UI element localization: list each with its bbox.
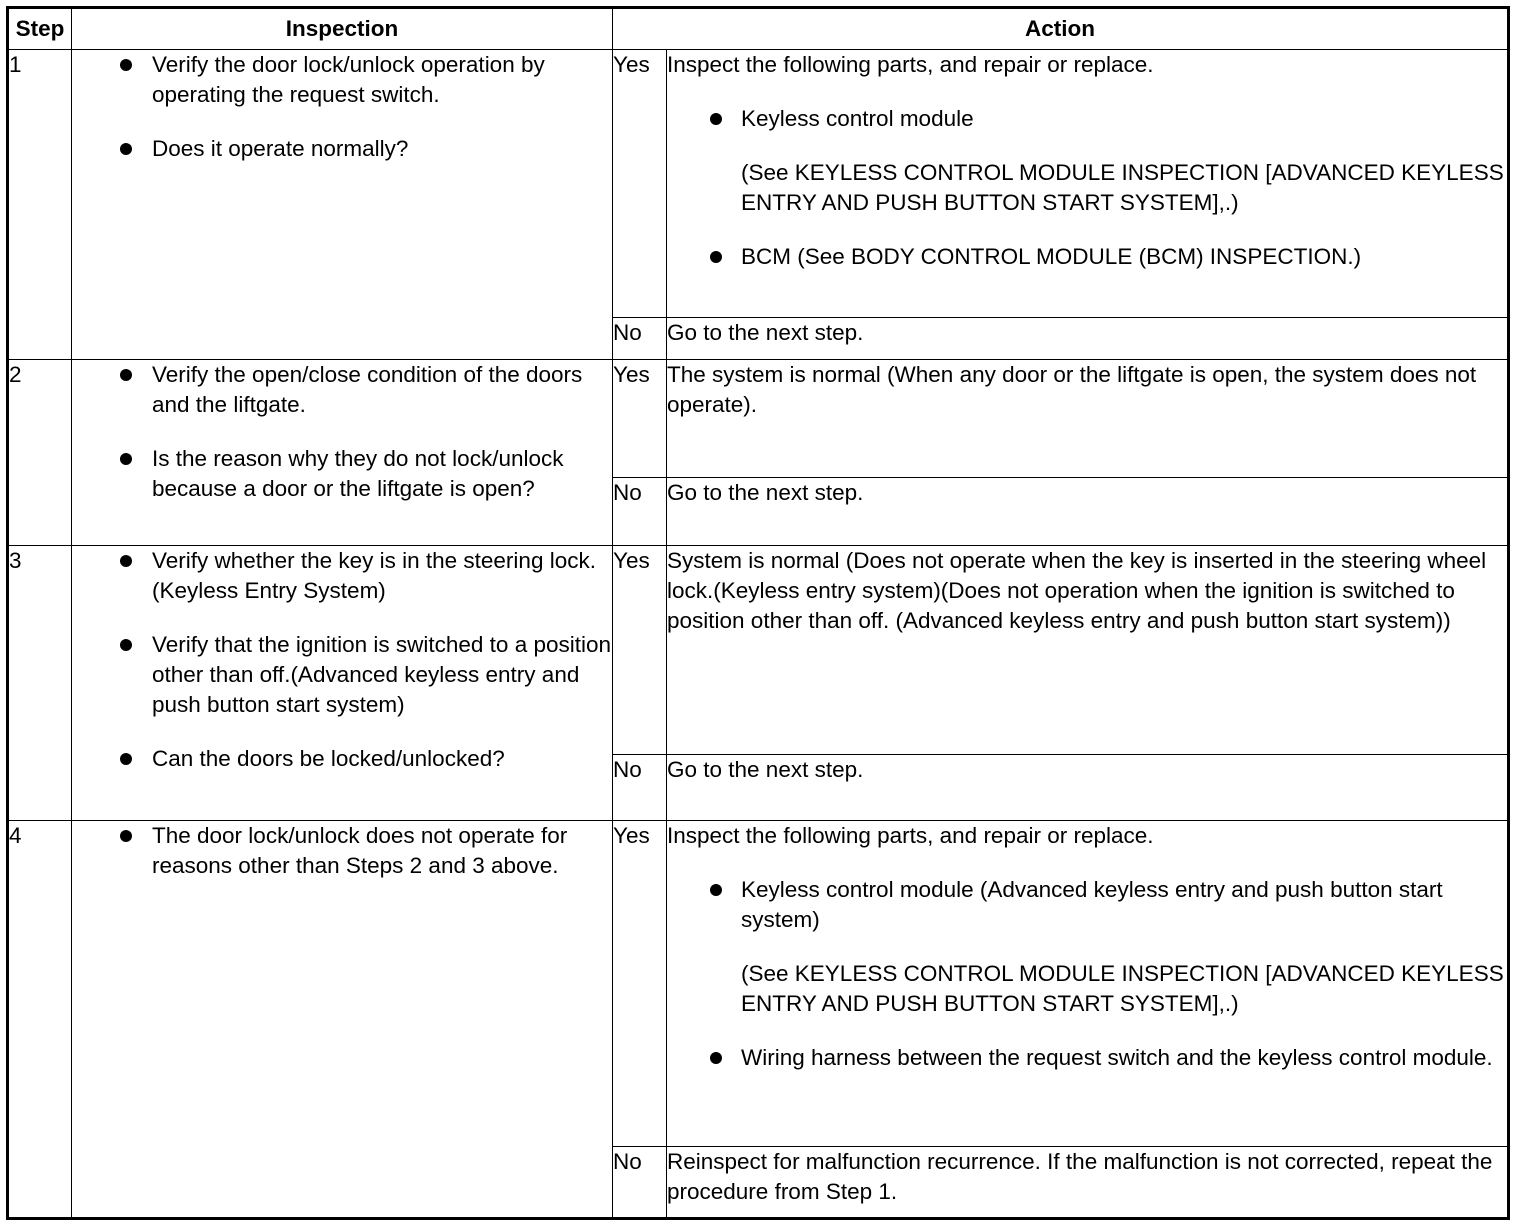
action-cell: Go to the next step.	[667, 318, 1509, 360]
bullet-icon	[120, 59, 132, 71]
bullet-icon	[710, 113, 722, 125]
step-number: 3	[8, 546, 72, 820]
step-1-yes-row	[8, 50, 1509, 318]
reference-note: (See KEYLESS CONTROL MODULE INSPECTION [ADVANCED KEYLESS ENTRY AND PUSH BUTTON START SYSTEM],.)	[741, 160, 1504, 216]
yes-label: Yes	[613, 820, 667, 1146]
inspection-item: Verify whether the key is in the steering lock. (Keyless Entry System)	[72, 546, 612, 606]
bullet-icon	[710, 884, 722, 896]
inspection-cell	[72, 50, 613, 360]
inspection-list	[72, 546, 612, 774]
action-intro: Inspect the following parts, and repair or replace.	[667, 52, 1154, 78]
bullet-icon	[120, 830, 132, 842]
bullet-icon	[120, 369, 132, 381]
bullet-icon	[120, 453, 132, 465]
reference-note: (See KEYLESS CONTROL MODULE INSPECTION [ADVANCED KEYLESS ENTRY AND PUSH BUTTON START SYSTEM],.)	[741, 960, 1504, 1016]
step-number: 1	[8, 50, 72, 360]
action-cell: The system is normal (When any door or the liftgate is open, the system does not operate).	[667, 360, 1509, 478]
action-item: Wiring harness between the request switch and the keyless control module.	[667, 1043, 1507, 1073]
step-number: 4	[8, 820, 72, 1218]
header-inspection: Inspection	[72, 8, 613, 50]
step-3-yes-row	[8, 546, 1509, 754]
action-cell	[667, 820, 1509, 1146]
action-cell: Go to the next step.	[667, 754, 1509, 820]
inspection-list	[72, 360, 612, 504]
inspection-item: Verify that the ignition is switched to a position other than off.(Advanced keyless entry and push button start system)	[72, 630, 612, 720]
action-cell: Reinspect for malfunction recurrence. If the malfunction is not corrected, repeat the procedure from Step 1.	[667, 1146, 1509, 1218]
action-intro: Inspect the following parts, and repair or replace.	[667, 822, 1154, 848]
inspection-item: Verify the open/close condition of the doors and the liftgate.	[72, 360, 612, 420]
action-cell: System is normal (Does not operate when the key is inserted in the steering wheel lock.(Keyless entry system)(Does not operation when the ignition is switched to position other than off. (Advanced keyless entry and push button start system))	[667, 546, 1509, 754]
header-row	[8, 8, 1509, 50]
no-label: No	[613, 478, 667, 546]
yes-label: Yes	[613, 546, 667, 754]
bullet-icon	[710, 251, 722, 263]
inspection-list	[72, 821, 612, 881]
inspection-item: Verify the door lock/unlock operation by operating the request switch.	[72, 50, 612, 110]
inspection-cell	[72, 546, 613, 820]
bullet-icon	[120, 639, 132, 651]
action-cell: Go to the next step.	[667, 478, 1509, 546]
bullet-icon	[120, 143, 132, 155]
inspection-item: Is the reason why they do not lock/unlock because a door or the liftgate is open?	[72, 444, 612, 504]
step-number: 2	[8, 360, 72, 546]
bullet-icon	[710, 1052, 722, 1064]
inspection-item: Can the doors be locked/unlocked?	[72, 744, 612, 774]
action-item: Keyless control module (See KEYLESS CONTROL MODULE INSPECTION [ADVANCED KEYLESS ENTRY AND PUSH BUTTON START SYSTEM],.)	[667, 104, 1507, 218]
inspection-cell	[72, 360, 613, 546]
yes-label: Yes	[613, 360, 667, 478]
yes-label: Yes	[613, 50, 667, 318]
inspection-item: The door lock/unlock does not operate for reasons other than Steps 2 and 3 above.	[72, 821, 612, 881]
action-item: Keyless control module (Advanced keyless entry and push button start system) (See KEYLESS CONTROL MODULE INSPECTION [ADVANCED KEYLESS ENTRY AND PUSH BUTTON START SYSTEM],.)	[667, 875, 1507, 1019]
no-label: No	[613, 318, 667, 360]
header-action: Action	[613, 8, 1509, 50]
header-step: Step	[8, 8, 72, 50]
inspection-item: Does it operate normally?	[72, 134, 612, 164]
no-label: No	[613, 754, 667, 820]
action-item: BCM (See BODY CONTROL MODULE (BCM) INSPECTION.)	[667, 242, 1507, 272]
no-label: No	[613, 1146, 667, 1218]
action-list	[667, 104, 1507, 272]
action-list	[667, 875, 1507, 1073]
bullet-icon	[120, 753, 132, 765]
step-2-yes-row	[8, 360, 1509, 478]
inspection-list	[72, 50, 612, 164]
bullet-icon	[120, 555, 132, 567]
action-cell	[667, 50, 1509, 318]
troubleshooting-table	[6, 6, 1510, 1220]
step-4-yes-row	[8, 820, 1509, 1146]
inspection-cell	[72, 820, 613, 1218]
